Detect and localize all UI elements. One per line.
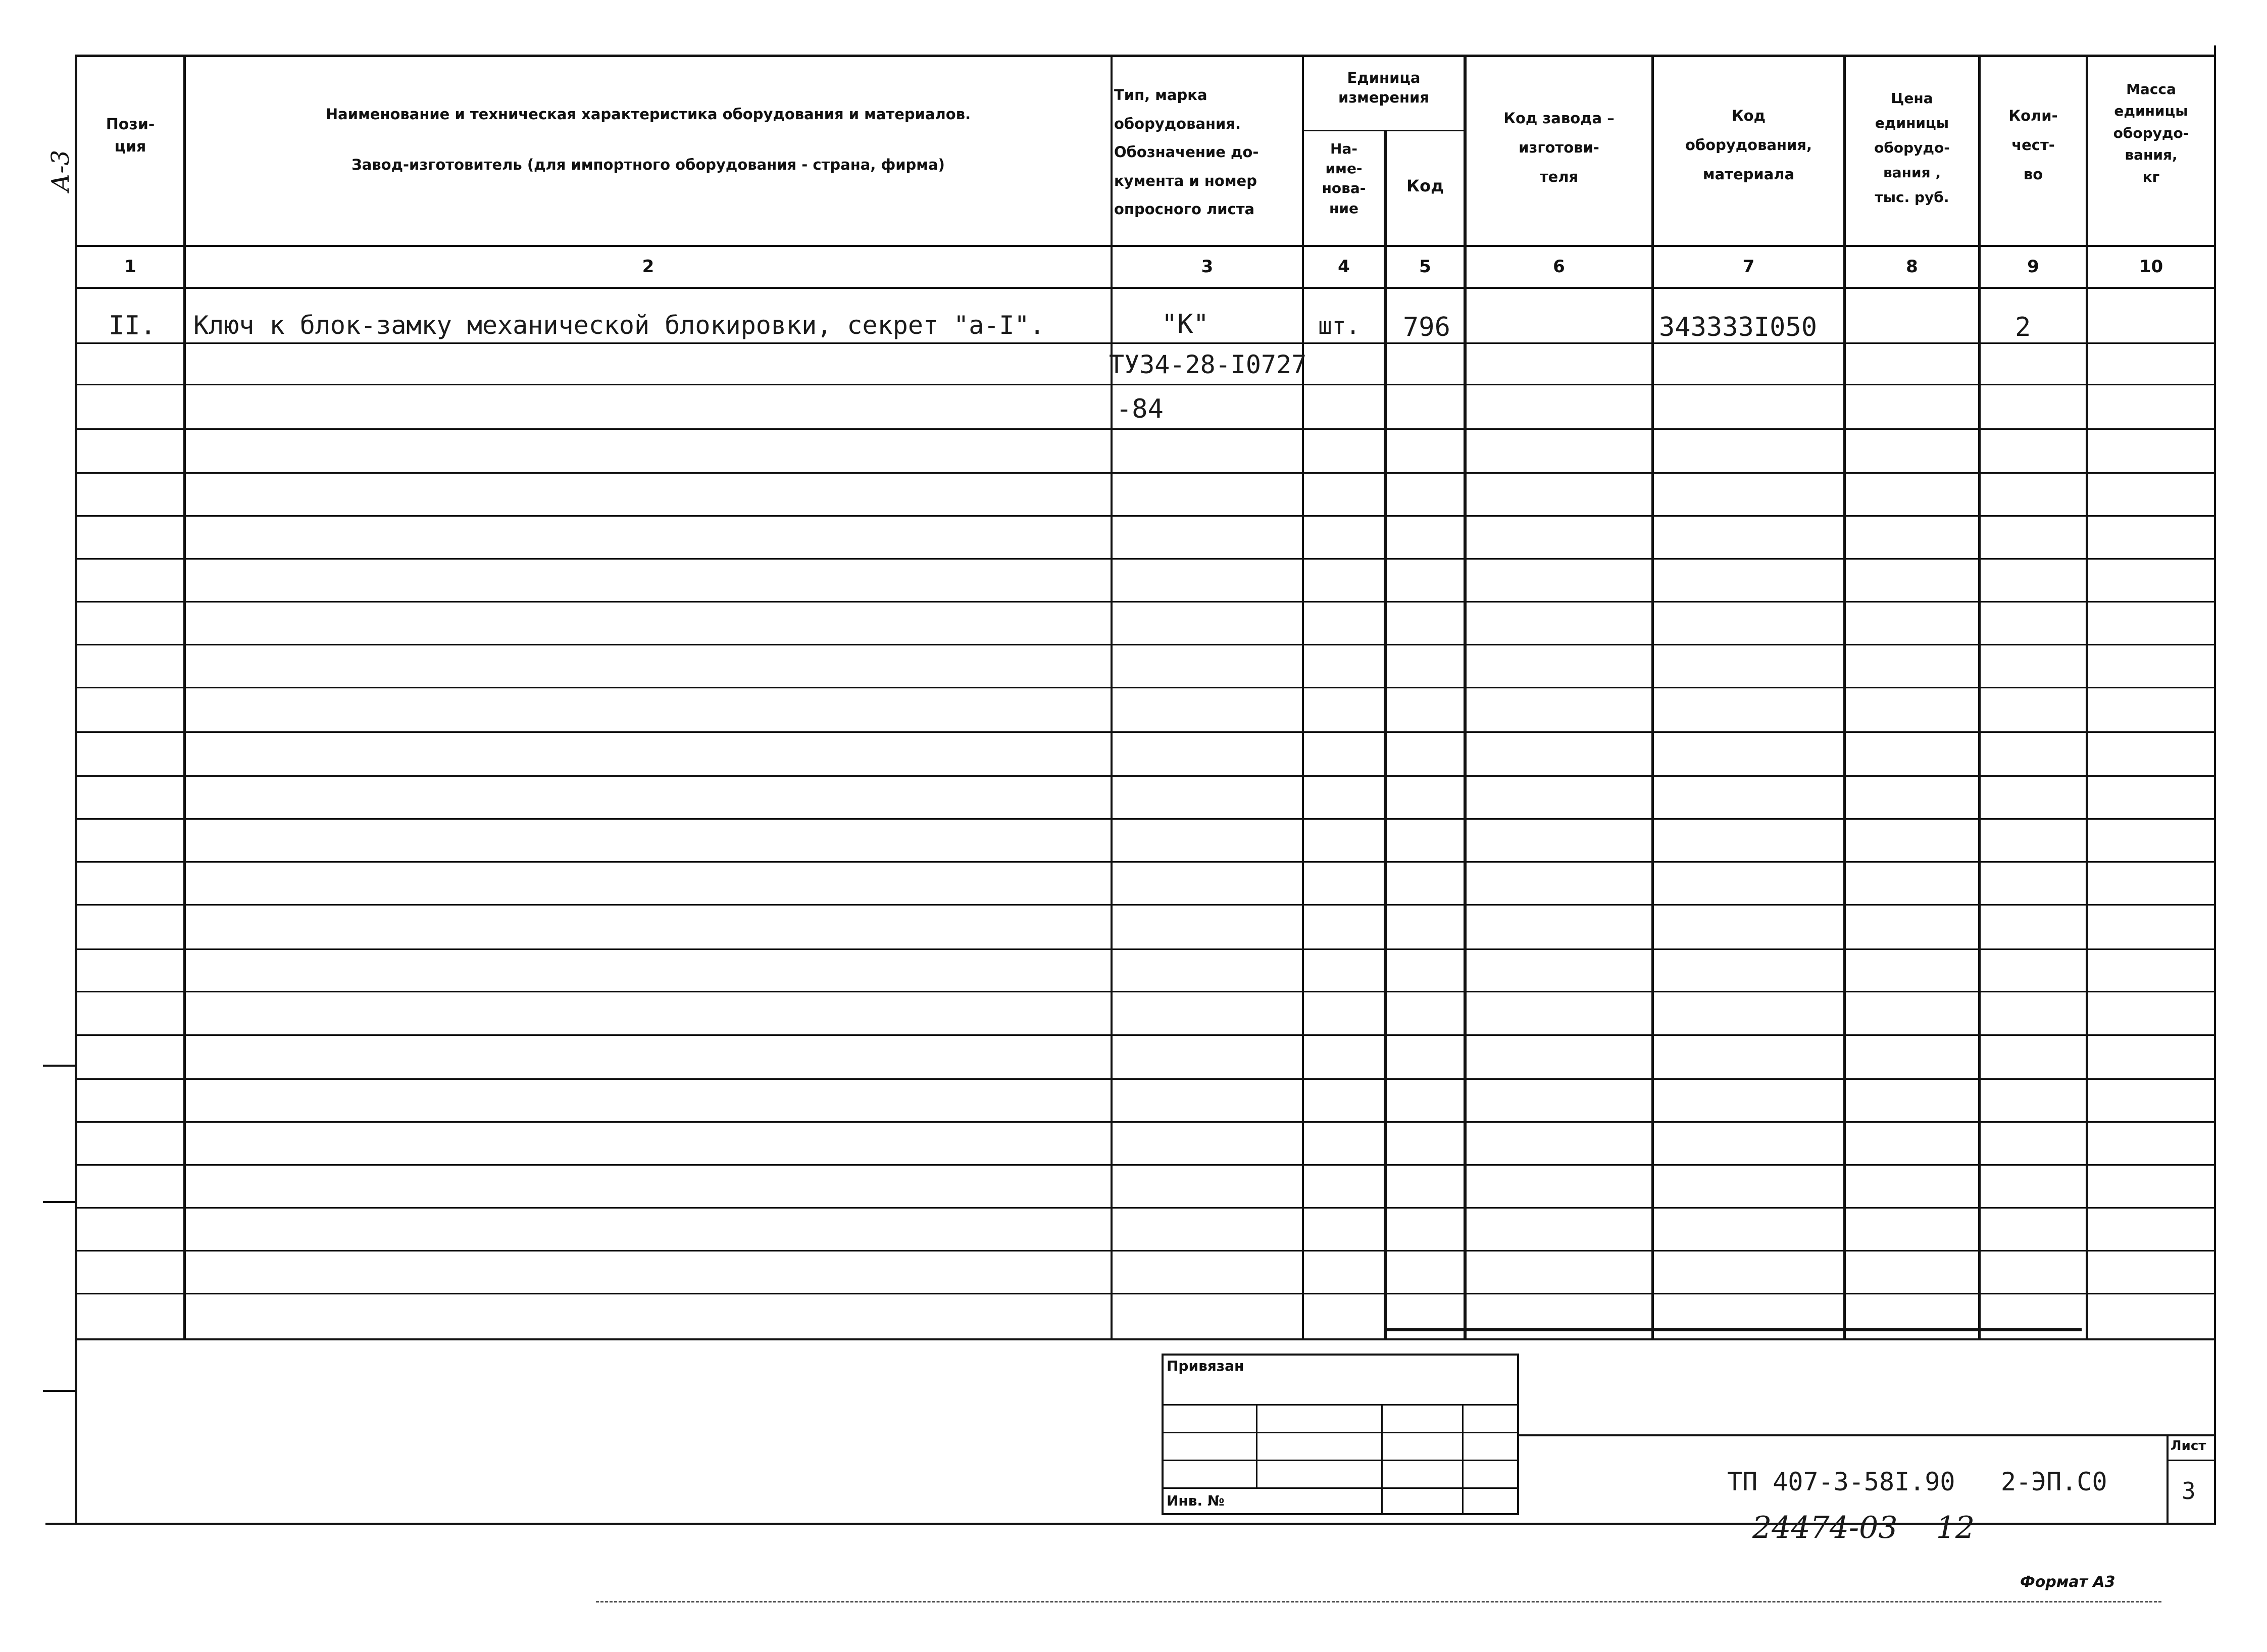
row-line [75, 515, 2216, 517]
header-factory-code: Код завода – изготови- теля [1503, 110, 1615, 185]
row-unit-name: шт. [1318, 312, 1361, 339]
thick-bottom-segment [1384, 1328, 2082, 1331]
row-line [75, 558, 2216, 560]
stamp-line [1162, 1460, 1519, 1461]
row-line [75, 1207, 2216, 1209]
col-line-9 [2086, 55, 2088, 1340]
row-line [75, 1293, 2216, 1294]
row-line [75, 861, 2216, 863]
row-line [75, 818, 2216, 820]
column-number: 10 [2139, 257, 2163, 277]
header-position: Пози- ция [106, 116, 155, 156]
row-line [75, 472, 2216, 474]
row-line [75, 1034, 2216, 1036]
col-line-8 [1978, 55, 1981, 1340]
header-quantity: Коли- чест- во [2008, 107, 2058, 183]
column-number: 2 [642, 257, 654, 277]
row-line [75, 991, 2216, 992]
column-number: 8 [1906, 257, 1918, 277]
row-type-line3: -84 [1116, 394, 1164, 424]
stamp-line [1381, 1404, 1383, 1515]
stamp-line [1162, 1432, 1519, 1433]
colnum-bottom-border [75, 287, 2216, 289]
header-type: Тип, марка оборудования. Обозначение до- кумента и номер опросного листа [1114, 86, 1259, 218]
row-position: II. [109, 311, 156, 341]
row-line [75, 731, 2216, 733]
column-number: 3 [1201, 257, 1214, 277]
unit-group-divider [1302, 130, 1464, 131]
column-number: 1 [124, 257, 136, 277]
stamp-line [1162, 1487, 1519, 1489]
column-number: 6 [1553, 257, 1565, 277]
column-number: 9 [2027, 257, 2039, 277]
header-mass: Масса единицы оборудо- вания, кг [2113, 81, 2189, 185]
col-line-2 [1111, 55, 1113, 1340]
header-name-line1: Наименование и техническая характеристика оборудования и материалов. [325, 106, 971, 123]
col-line-7 [1843, 55, 1846, 1340]
trim-line [596, 1601, 2161, 1603]
margin-tick [43, 1065, 75, 1067]
sheet-right-border [2214, 45, 2216, 1525]
title-block-top [1518, 1434, 2216, 1436]
col-line-1 [183, 55, 186, 1340]
column-number: 7 [1742, 257, 1755, 277]
header-equipment-code: Код оборудования, материала [1685, 107, 1812, 183]
format-label: Формат А3 [2020, 1573, 2115, 1591]
row-line [75, 1121, 2216, 1123]
column-number: 5 [1419, 257, 1431, 277]
table-top-border [75, 55, 2216, 57]
stamp-line [1162, 1404, 1519, 1406]
document-code: ТП 407-3-58I.90 2-ЭП.С0 [1727, 1467, 2107, 1496]
table-bottom-border [75, 1338, 2216, 1340]
sheet-box-line [2167, 1460, 2216, 1461]
row-line [75, 342, 2216, 344]
row-unit-code: 796 [1403, 312, 1450, 342]
linked-stamp-box [1162, 1354, 1519, 1515]
row-line [75, 904, 2216, 906]
col-line-3 [1302, 55, 1304, 1340]
side-label: А-3 [46, 149, 75, 192]
header-price: Цена единицы оборудо- вания , тыс. руб. [1874, 90, 1950, 206]
col-line-4 [1384, 130, 1387, 1340]
row-line [75, 1164, 2216, 1166]
margin-tick [43, 1390, 75, 1392]
stamp-line [1256, 1404, 1257, 1487]
row-type-line2: ТУ34-28-I0727 [1109, 350, 1307, 379]
handwritten-number: 24474-03 12 [1752, 1510, 1975, 1545]
row-name: Ключ к блок-замку механической блокировки, секрет "а-I". [193, 311, 1045, 340]
sheet-label: Лист [2171, 1438, 2206, 1454]
stamp-inv-label: Инв. № [1167, 1492, 1225, 1509]
col-line-5 [1464, 55, 1467, 1340]
row-line [75, 644, 2216, 645]
header-unit-code: Код [1406, 176, 1444, 195]
header-unit-name: На- име- нова- ние [1322, 140, 1366, 217]
row-line [75, 1250, 2216, 1251]
row-line [75, 948, 2216, 950]
row-line [75, 687, 2216, 688]
header-unit-group: Единица измерения [1338, 69, 1429, 107]
row-type-line1: "К" [1162, 309, 1209, 339]
row-equipment-code: 343333I050 [1659, 312, 1818, 342]
column-number: 4 [1338, 257, 1350, 277]
stamp-line [1462, 1404, 1464, 1515]
row-line [75, 428, 2216, 430]
row-line [75, 775, 2216, 777]
row-line [75, 601, 2216, 603]
row-quantity: 2 [2015, 312, 2031, 342]
header-name-line2: Завод-изготовитель (для импортного оборудования - страна, фирма) [351, 156, 945, 173]
row-line [75, 384, 2216, 385]
stamp-linked-label: Привязан [1167, 1358, 1244, 1374]
row-line [75, 1078, 2216, 1080]
col-line-6 [1651, 55, 1654, 1340]
header-bottom-border [75, 245, 2216, 247]
sheet-number: 3 [2182, 1477, 2196, 1505]
margin-tick [43, 1201, 75, 1203]
